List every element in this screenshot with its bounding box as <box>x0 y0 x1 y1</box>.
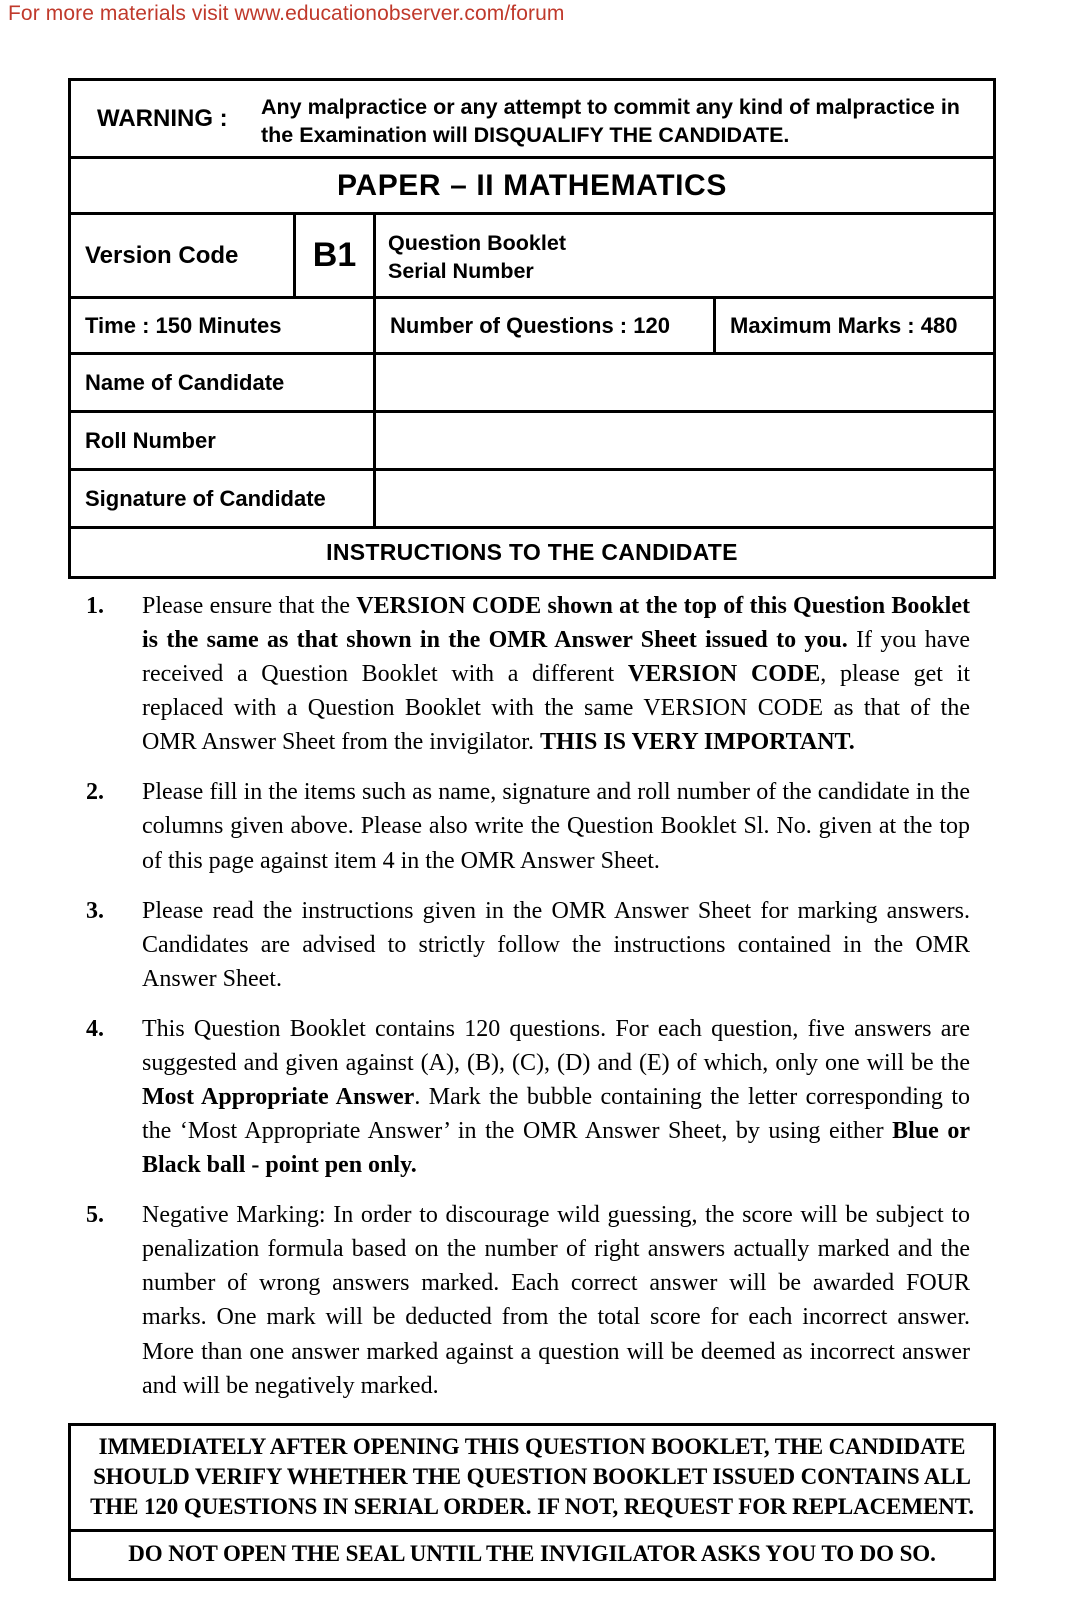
number-of-questions-value: Number of Questions : 120 <box>373 299 713 352</box>
instruction-text: This Question Booklet contains 120 questions. For each question, five answers are suggested and given against (A), (B), (C), (D) and (E) of which, only one will be the Most Appropriate Answer. Mark the bubble containing the letter corresponding to the ‘Most Appropriate Answer’ in the OMR Answer Sheet, by using either Blue or Black ball - point pen only. <box>142 1015 971 1179</box>
serial-number-label <box>373 215 993 296</box>
warning-text: Any malpractice or any attempt to commit any kind of malpractice in the Examination will DISQUALIFY THE CANDIDATE. <box>261 95 960 147</box>
do-not-open-seal-notice: DO NOT OPEN THE SEAL UNTIL THE INVIGILATOR ASKS YOU TO DO SO. <box>68 1532 996 1581</box>
paper-title-row <box>68 156 996 212</box>
instruction-item <box>78 1198 970 1402</box>
instruction-number: 2. <box>86 779 104 806</box>
paper-title: PAPER – II MATHEMATICS <box>337 168 727 202</box>
instruction-number: 4. <box>86 1015 104 1042</box>
instructions-heading: INSTRUCTIONS TO THE CANDIDATE <box>326 539 738 565</box>
warning-label: WARNING : <box>97 104 228 132</box>
instruction-text: Please read the instructions given in the OMR Answer Sheet for marking answers. Candidates are advised to strictly follow the instructions contained in the OMR Answer Sheet. <box>142 897 970 992</box>
version-code-label: Version Code <box>85 241 239 269</box>
roll-number-label: Roll Number <box>85 427 216 453</box>
roll-number-input[interactable] <box>373 413 993 468</box>
instruction-item <box>78 894 970 996</box>
signature-of-candidate-label: Signature of Candidate <box>85 485 326 511</box>
exam-meta-row <box>68 296 996 352</box>
instruction-text: Negative Marking: In order to discourage wild guessing, the score will be subject to penalization formula based on the number of right answers actually marked and the number of wrong answers marked. Each correct answer will be awarded FOUR marks. One mark will be deducted from the total score for each incorrect answer. More than one answer marked against a question will be deemed as incorrect answer and will be negatively marked. <box>142 1202 970 1399</box>
name-of-candidate-label: Name of Candidate <box>85 369 285 395</box>
name-of-candidate-input[interactable] <box>373 355 993 410</box>
instruction-text: Please ensure that the VERSION CODE shown at the top of this Question Booklet is the same as that shown in the OMR Answer Sheet issued to you. If you have received a Question Booklet with a different VERSION CODE, please get it replaced with a Question Booklet with the same VERSION CODE as that of the OMR Answer Sheet from the invigilator. THIS IS VERY IMPORTANT. <box>142 593 970 756</box>
serial-number-label-line2: Serial Number <box>388 259 534 284</box>
instructions-list <box>68 576 996 1423</box>
question-booklet-cover <box>68 78 996 1581</box>
instruction-item <box>78 775 970 877</box>
instruction-item <box>78 589 970 759</box>
instruction-text: Please fill in the items such as name, signature and roll number of the candidate in the columns given above. Please also write the Question Booklet Sl. No. given at the top of this page against item 4 in the OMR Answer Sheet. <box>142 779 970 874</box>
instructions-heading-row <box>68 526 996 576</box>
field-row-roll-number <box>68 410 996 468</box>
signature-of-candidate-input[interactable] <box>373 471 993 526</box>
site-watermark-banner: For more materials visit www.educationobserver.com/forum <box>8 2 565 25</box>
warning-row <box>68 78 996 156</box>
instruction-number: 5. <box>86 1202 104 1229</box>
field-row-signature-of-candidate <box>68 468 996 526</box>
instruction-number: 3. <box>86 897 104 924</box>
serial-number-label-line1: Question Booklet <box>388 231 566 255</box>
verify-booklet-notice: IMMEDIATELY AFTER OPENING THIS QUESTION BOOKLET, THE CANDIDATE SHOULD VERIFY WHETHER THE QUESTION BOOKLET ISSUED CONTAINS ALL THE 120 QUESTIONS IN SERIAL ORDER. IF NOT, REQUEST FOR REPLACEMENT. <box>68 1423 996 1533</box>
instruction-number: 1. <box>86 593 104 619</box>
time-value: Time : 150 Minutes <box>85 312 282 338</box>
maximum-marks-value: Maximum Marks : 480 <box>713 299 993 352</box>
version-code-value: B1 <box>293 215 373 296</box>
version-code-row <box>68 212 996 296</box>
instruction-item <box>78 1012 970 1182</box>
field-row-name-of-candidate <box>68 352 996 410</box>
